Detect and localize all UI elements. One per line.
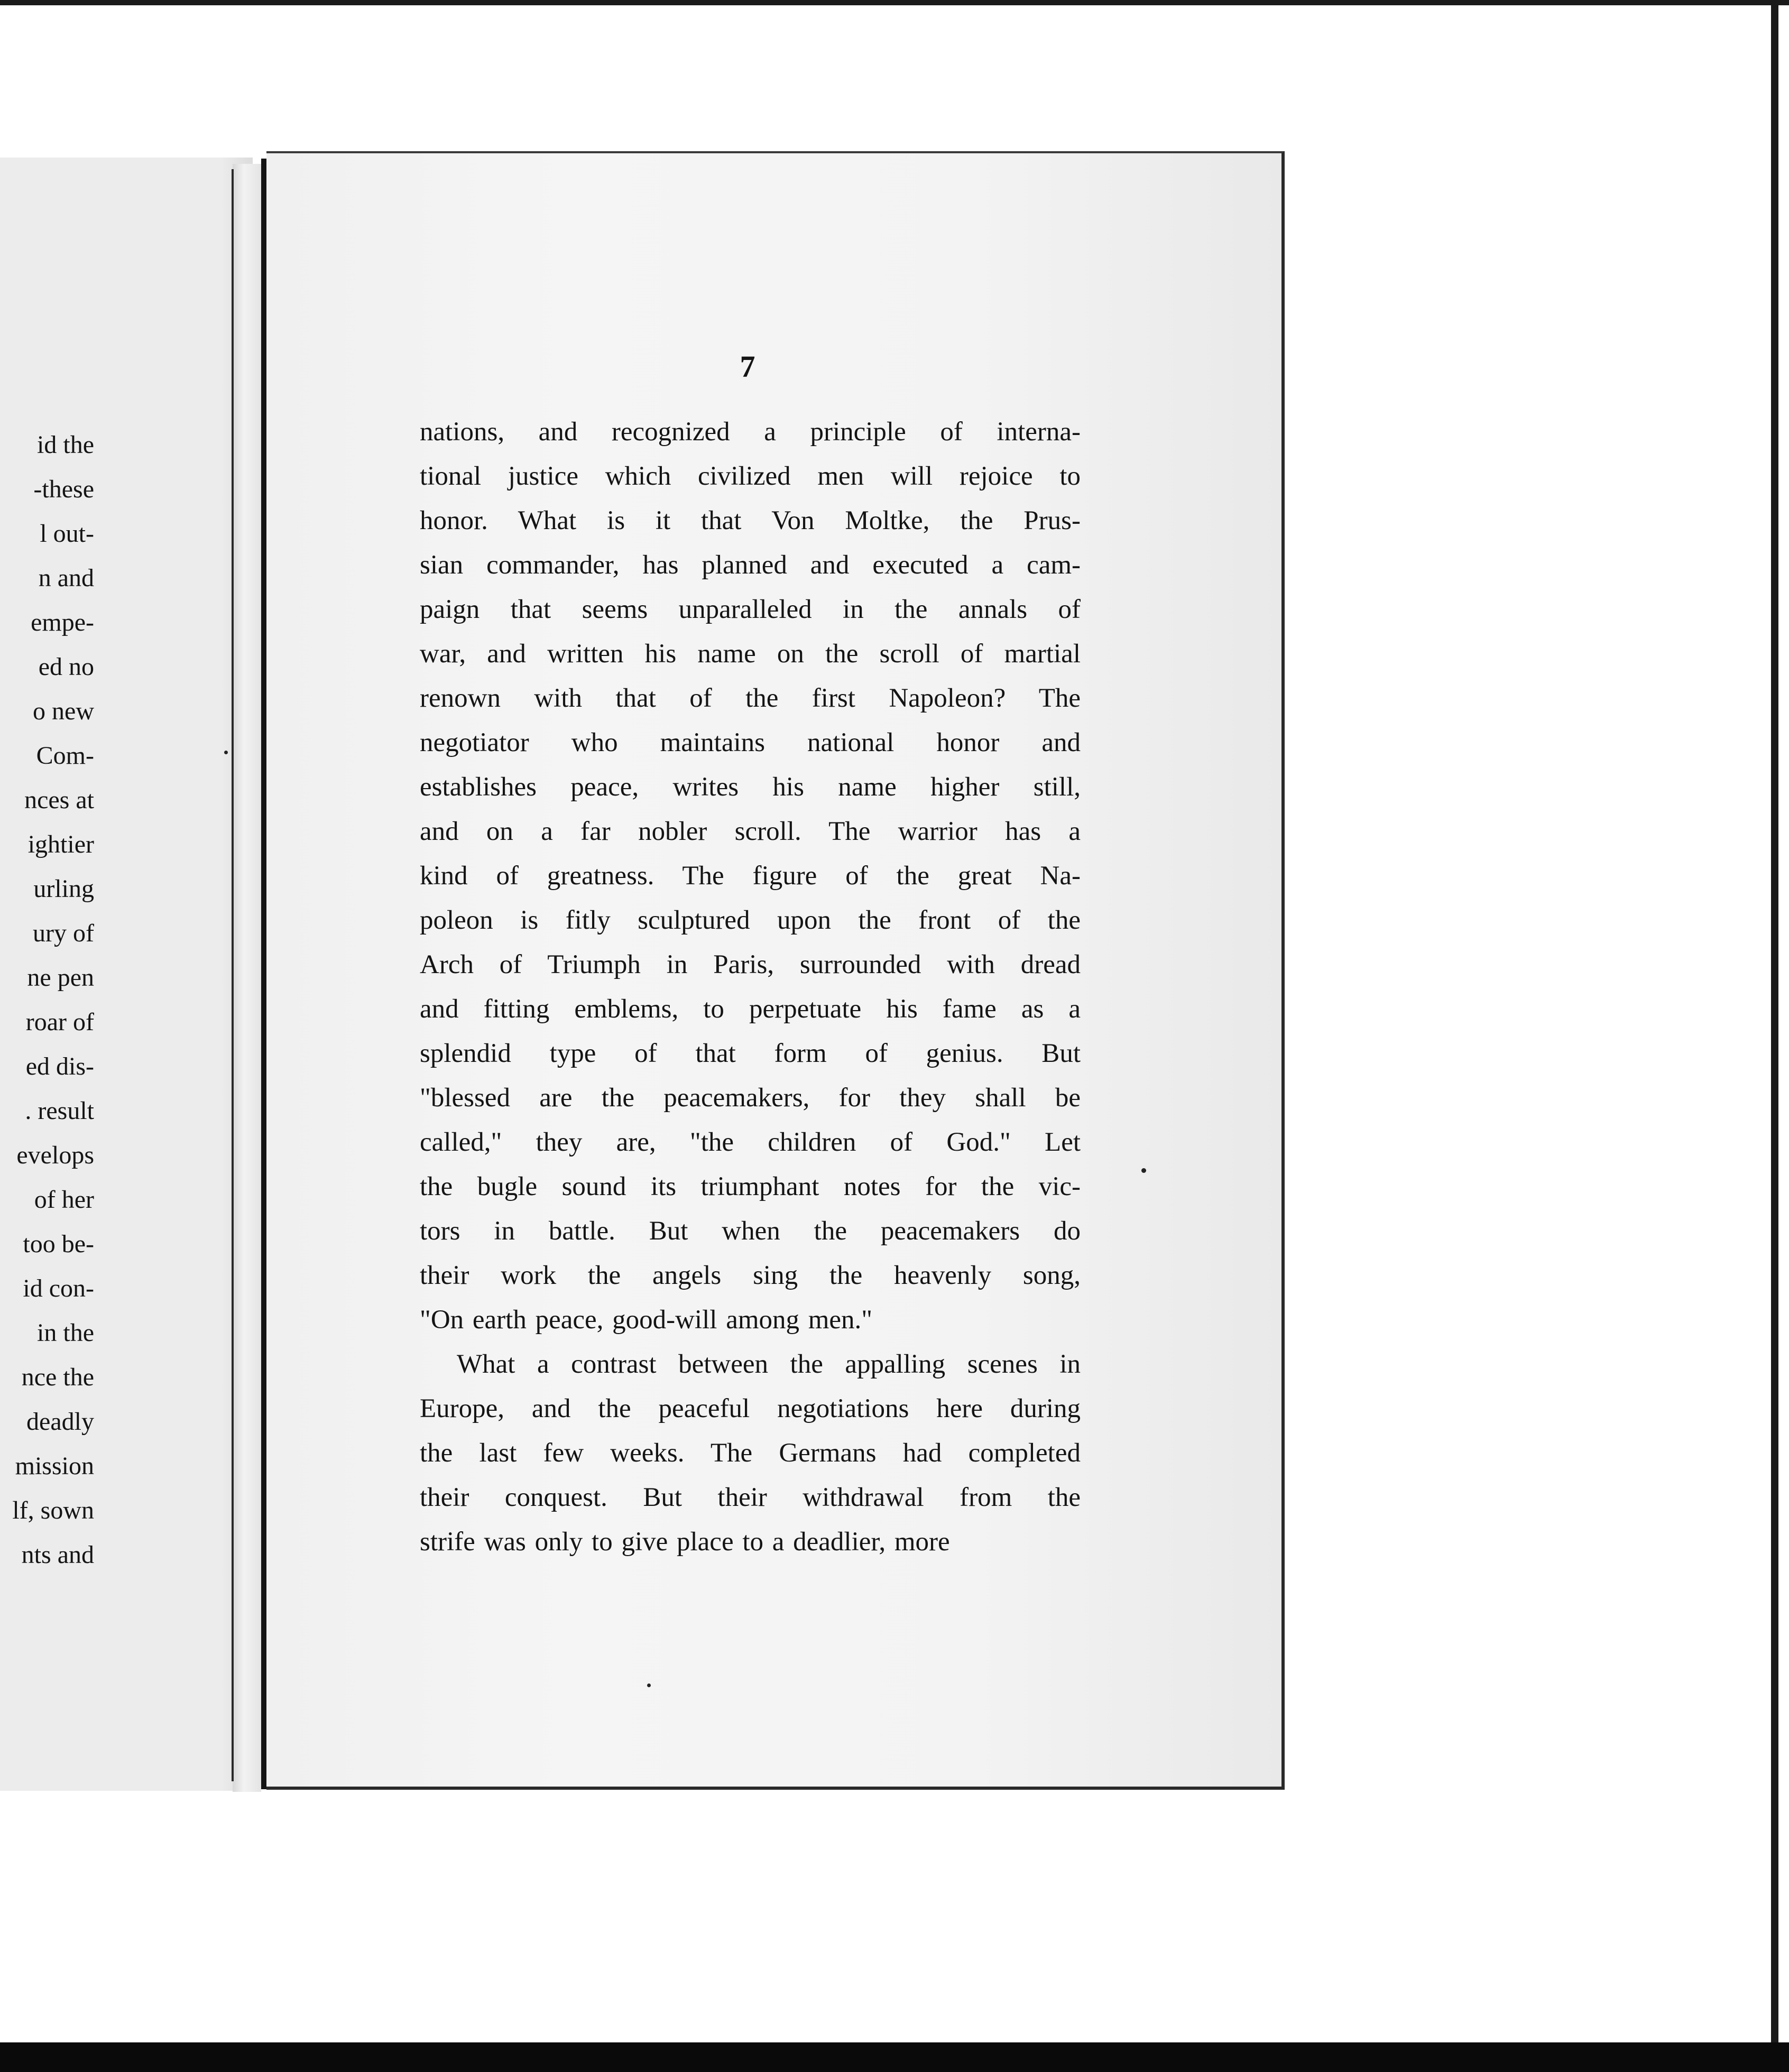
previous-page-line: ightier [27, 830, 94, 858]
previous-page-line: lf, sown [12, 1496, 94, 1524]
body-text-line: sian commander, has planned and executed a cam- [420, 550, 1081, 580]
previous-page-line: . result [25, 1097, 94, 1125]
body-text-line: strife was only to give place to a deadlier, more [420, 1527, 950, 1557]
body-text-line: splendid type of that form of genius. But [420, 1039, 1081, 1068]
previous-page-line: nce the [21, 1363, 94, 1391]
body-text-line: the bugle sound its triumphant notes for the vic- [420, 1172, 1081, 1201]
body-text-line: paign that seems unparalleled in the annals of [420, 595, 1081, 624]
paper-speck [1141, 1168, 1146, 1173]
body-text-line: poleon is fitly sculptured upon the front of the [420, 905, 1081, 935]
binding-edge-left [232, 169, 234, 1781]
previous-page-line: evelops [16, 1141, 94, 1169]
previous-page-line: Com- [36, 742, 94, 770]
binding-edge [261, 159, 266, 1789]
page-body-text [420, 410, 1081, 1564]
body-text-line: nations, and recognized a principle of interna- [420, 417, 1081, 447]
previous-page-line: ury of [33, 919, 94, 947]
previous-page-line: -these [33, 475, 94, 503]
previous-page-text [0, 423, 94, 1586]
paper-speck [224, 751, 228, 754]
body-text-line: and on a far nobler scroll. The warrior has a [420, 817, 1081, 846]
previous-page-line: l out- [40, 520, 94, 548]
scan-bottom-border [0, 2042, 1789, 2072]
previous-page-line: roar of [25, 1008, 94, 1036]
body-text-line: the last few weeks. The Germans had completed [420, 1438, 1081, 1468]
body-text-line: called," they are, "the children of God." Let [420, 1127, 1081, 1157]
body-text-line: Arch of Triumph in Paris, surrounded with dread [420, 950, 1081, 979]
body-text-line: negotiator who maintains national honor and [420, 728, 1081, 757]
body-text-line: renown with that of the first Napoleon? The [420, 683, 1081, 713]
body-text-line: "blessed are the peacemakers, for they shall be [420, 1083, 1081, 1113]
body-text-line: their work the angels sing the heavenly song, [420, 1261, 1081, 1290]
body-text-line: tional justice which civilized men will rejoice to [420, 461, 1081, 491]
body-text-line: establishes peace, writes his name higher still, [420, 772, 1081, 802]
previous-page-line: ed dis- [25, 1052, 94, 1080]
previous-page-line: of her [34, 1186, 94, 1214]
previous-page-line: in the [37, 1319, 94, 1347]
previous-page-line: urling [33, 875, 94, 903]
previous-page-line: nces at [24, 786, 94, 814]
previous-page-line: deadly [26, 1408, 94, 1436]
previous-page-line: nts and [21, 1541, 94, 1569]
previous-page-line: id con- [23, 1274, 94, 1302]
body-text-line: kind of greatness. The figure of the great Na- [420, 861, 1081, 891]
body-text-line: tors in battle. But when the peacemakers do [420, 1216, 1081, 1246]
previous-page-line: n and [38, 564, 94, 592]
previous-page-line: too be- [23, 1230, 94, 1258]
body-text-line: What a contrast between the appalling scenes in [457, 1349, 1081, 1379]
body-text-line: "On earth peace, good-will among men." [420, 1305, 873, 1335]
previous-page-line: ed no [38, 653, 94, 681]
previous-page-line: o new [33, 697, 94, 725]
body-text-line: their conquest. But their withdrawal from the [420, 1483, 1081, 1512]
previous-page-line: id the [37, 431, 94, 459]
previous-page-line: empe- [31, 608, 94, 636]
book-gutter [233, 164, 261, 1792]
body-text-line: and fitting emblems, to perpetuate his fame as a [420, 994, 1081, 1024]
previous-page-line: mission [15, 1452, 94, 1480]
current-page [266, 151, 1285, 1790]
scan-top-border [0, 0, 1789, 5]
previous-page-line: ne pen [27, 964, 94, 992]
page-number: 7 [740, 349, 755, 384]
scan-right-border [1771, 0, 1778, 2072]
paper-speck [647, 1684, 651, 1687]
body-text-line: Europe, and the peaceful negotiations here during [420, 1394, 1081, 1423]
body-text-line: honor. What is it that Von Moltke, the Prus- [420, 506, 1081, 535]
body-text-line: war, and written his name on the scroll of martial [420, 639, 1081, 669]
